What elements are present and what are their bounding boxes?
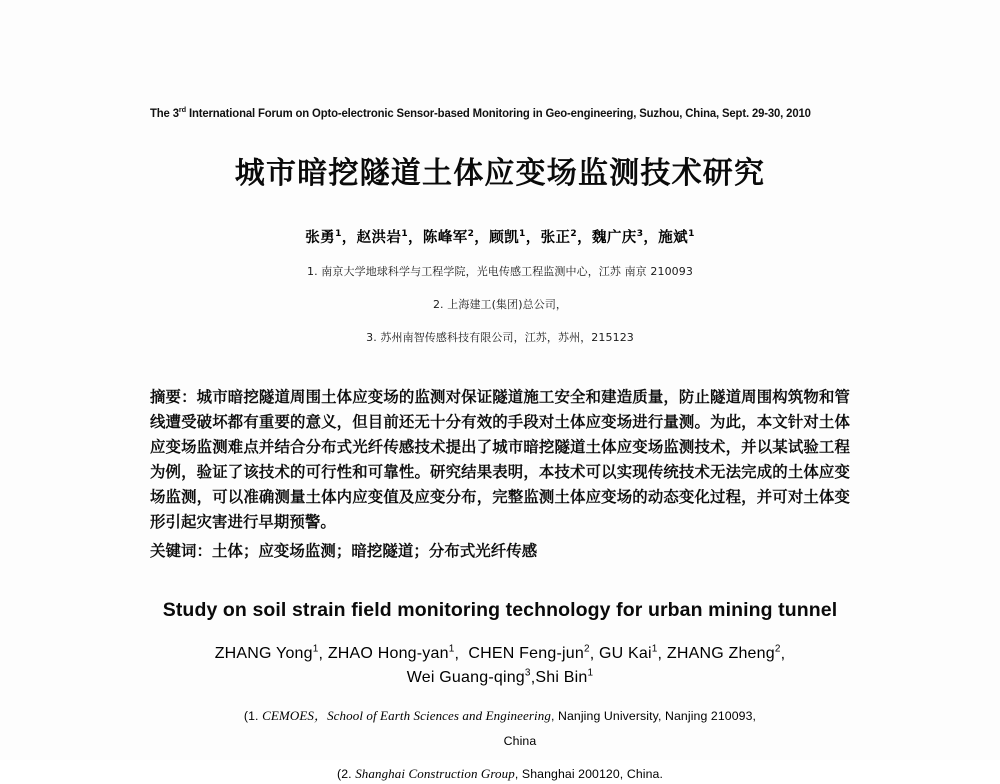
affiliation-institute-italic: Shanghai Construction Group <box>355 766 515 782</box>
affiliation-number: (2. <box>337 767 352 782</box>
author-affil-marker: 1 <box>335 229 342 239</box>
author-item <box>305 230 341 246</box>
running-head-prefix: The 3 <box>150 107 179 120</box>
running-head-rest: International Forum on Opto-electronic Sensor-based Monitoring in Geo-engineering, Suzhou, China, Sept. 29-30, 2010 <box>185 107 811 120</box>
keywords-chinese <box>150 539 850 561</box>
author-name: GU Kai <box>599 644 652 662</box>
affiliation-english-2 <box>150 764 850 784</box>
author-list-english-line-1: ZHANG Yong$^1$, ZHAO Hong-yan$^1$, CHEN Feng-jun$^2$, GU Kai$^1$, ZHANG Zheng$^2$, <box>214 643 786 662</box>
abstract-body: 城市暗挖隧道周围土体应变场的监测对保证隧道施工安全和建造质量，防止隧道周围构筑物和管线遭受破坏都有重要的意义，但目前还无十分有效的手段对土体应变场进行量测。为此，本文针对土体应变场监测难点并结合分布式光纤传感技术提出了城市暗挖隧道土体应变场监测技术，并以某试验工程为例，验证了该技术的可行性和可靠性。研究结果表明，本技术可以实现传统技术无法完成的土体应变场监测，可以准确测量土体内应变值及应变分布，完整监测土体应变场的动态变化过程，并可对土体变形引起灾害进行早期预警。 <box>150 387 850 531</box>
author-name: CHEN Feng-jun <box>468 644 584 662</box>
author-item <box>468 645 589 662</box>
author-affil-marker: 3 <box>636 229 644 239</box>
affiliation-number: (1. <box>243 709 259 724</box>
author-name: 张正 <box>540 229 571 246</box>
author-affil-marker: 1 <box>401 229 409 239</box>
author-item <box>423 230 474 246</box>
abstract-chinese <box>150 385 850 535</box>
running-head <box>150 105 840 120</box>
author-name: 魏广庆 <box>591 229 637 246</box>
author-list-english <box>150 642 850 691</box>
author-affil-marker: 2 <box>774 643 781 655</box>
author-affil-marker: 1 <box>587 667 594 679</box>
author-item <box>658 230 694 246</box>
author-item <box>407 669 531 686</box>
author-name: ZHANG Yong <box>214 644 313 662</box>
affiliation-chinese-3: 3. 苏州南智传感科技有限公司，江苏，苏州，215123 <box>366 330 634 344</box>
author-affil-marker: 2 <box>583 643 590 655</box>
author-item <box>489 230 525 246</box>
page-title-chinese: 城市暗挖隧道土体应变场监测技术研究 <box>234 155 766 191</box>
author-name: Shi Bin <box>535 669 588 687</box>
author-affil-marker: 2 <box>467 229 475 239</box>
affiliation-english-1 <box>150 706 850 726</box>
author-item <box>541 230 577 246</box>
running-head-ordinal-sup: rd <box>178 105 186 114</box>
page-title-english: Study on soil strain field monitoring technology for urban mining tunnel <box>162 598 838 621</box>
author-affil-marker: 1 <box>448 643 455 655</box>
affiliation-institute-italic: CEMOES <box>262 708 314 724</box>
author-list-english-line-2: Wei Guang-qing$^3$,Shi Bin$^1$ <box>406 667 594 687</box>
author-item <box>599 645 658 662</box>
author-affil-marker: 1 <box>651 643 658 655</box>
affiliation-school-italic: ，School of Earth Sciences and Engineering <box>313 708 551 724</box>
author-affil-marker: 2 <box>570 229 578 239</box>
affiliation-chinese-2: 2. 上海建工(集团)总公司， <box>432 297 568 311</box>
keywords-body: 土体；应变场监测；暗挖隧道；分布式光纤传感 <box>211 541 538 560</box>
author-affil-marker: 3 <box>524 667 531 679</box>
author-item <box>667 645 781 662</box>
author-name: 陈峰军 <box>422 229 468 246</box>
author-item <box>535 669 593 686</box>
author-item <box>592 230 643 246</box>
author-name: Wei Guang-qing <box>406 669 525 687</box>
author-name: 张勇 <box>305 229 336 246</box>
abstract-label: 摘要： <box>150 387 197 406</box>
keywords-label: 关键词： <box>150 541 212 560</box>
author-item <box>357 230 408 246</box>
affiliation-location: , Shanghai 200120, China. <box>514 767 663 782</box>
author-name: 顾凯 <box>489 229 520 246</box>
author-name: 施斌 <box>658 229 689 246</box>
author-item <box>328 645 455 662</box>
author-list-chinese: 张勇$^1$，赵洪岩$^1$，陈峰军$^2$，顾凯$^1$，张正$^2$，魏广庆$^3$，施斌$^1$ <box>305 229 695 246</box>
paper-content-column <box>150 0 850 784</box>
author-name: ZHANG Zheng <box>666 644 775 662</box>
affiliation-chinese-1: 1. 南京大学地球科学与工程学院，光电传感工程监测中心，江苏 南京 210093 <box>307 264 693 278</box>
author-affil-marker: 1 <box>519 229 526 239</box>
author-item <box>215 645 319 662</box>
affiliation-location: , Nanjing University, Nanjing 210093, <box>550 709 757 724</box>
author-name: ZHAO Hong-yan <box>327 644 449 662</box>
affiliation-english-1-line2: China <box>503 733 537 748</box>
author-name: 赵洪岩 <box>356 229 402 246</box>
author-affil-marker: 1 <box>688 229 695 239</box>
author-affil-marker: 1 <box>312 643 319 655</box>
